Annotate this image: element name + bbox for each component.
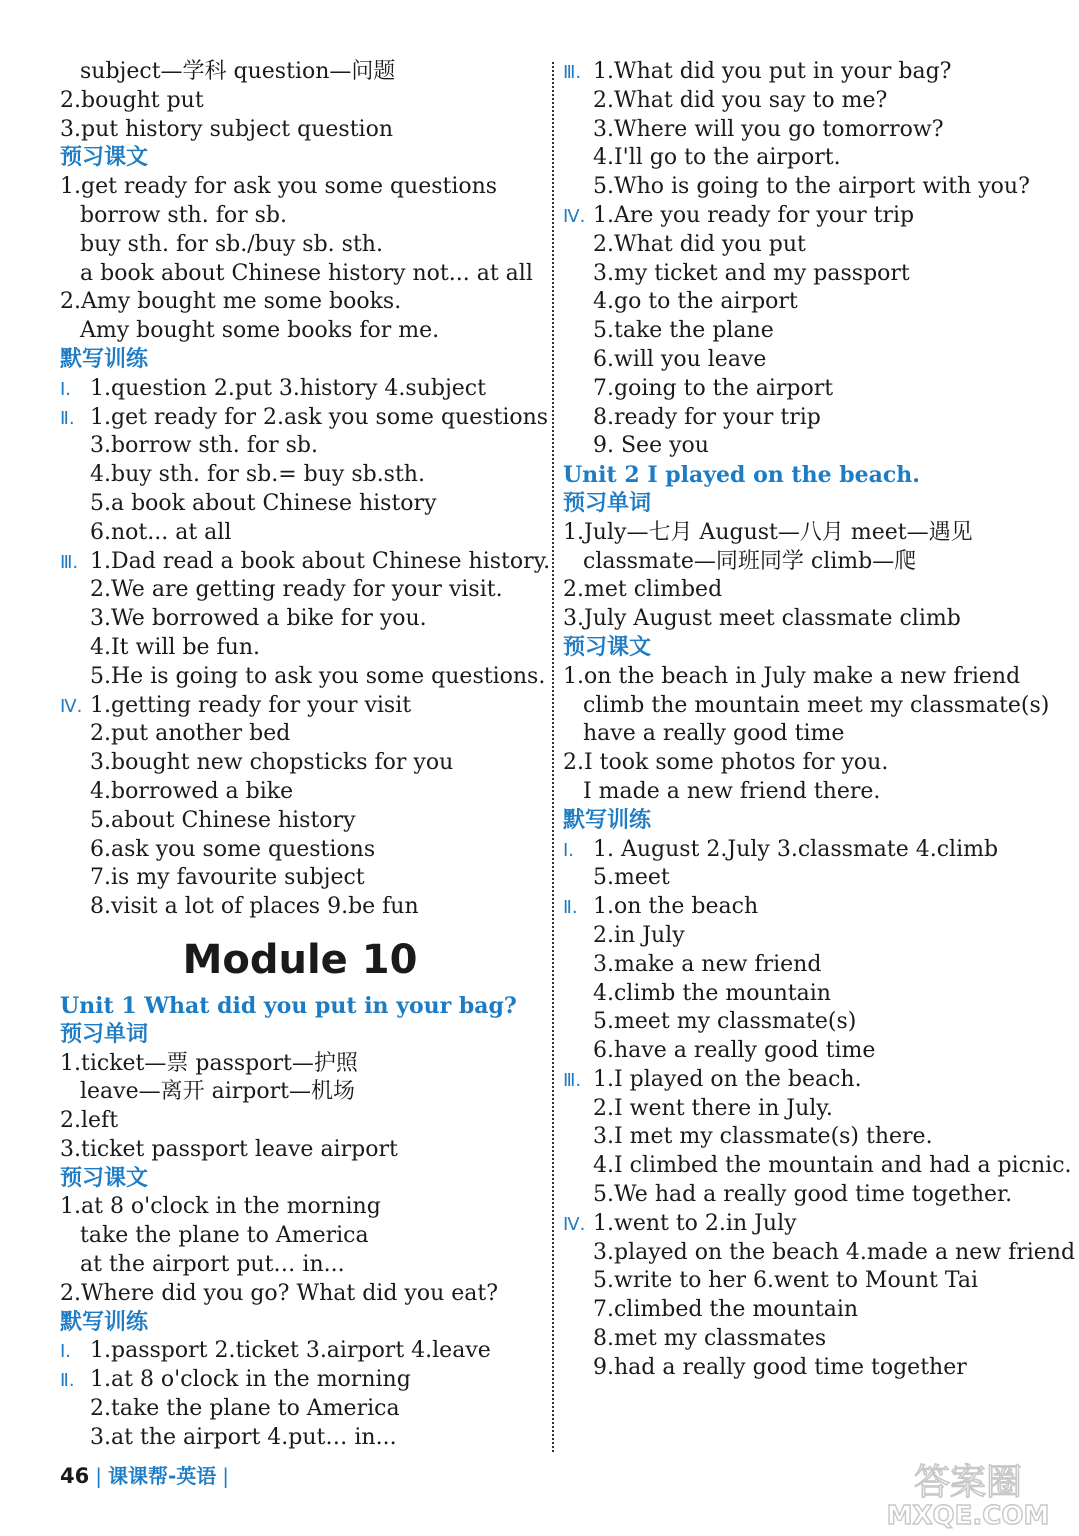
answer-line (563, 836, 1063, 865)
answer-line (60, 1107, 530, 1136)
line-text: Unit 1 What did you put in your bag? (60, 992, 517, 1019)
answer-line (563, 116, 1063, 145)
line-text: leave—离开 airport—机场 (80, 1079, 355, 1105)
answer-line (60, 1280, 530, 1309)
line-text: 1.Are you ready for your trip (593, 202, 915, 228)
line-text: 2.met climbed (563, 577, 723, 603)
answer-line (60, 404, 549, 433)
answer-line (563, 260, 1063, 289)
book-title: 课课帮-英语 (107, 1464, 217, 1488)
line-text: buy sth. for sb./buy sb. sth. (80, 231, 383, 257)
section-heading (60, 346, 530, 375)
answer-line (563, 404, 1063, 433)
line-text: 5.a book about Chinese history (90, 490, 437, 516)
line-text: 5.meet my classmate(s) (593, 1009, 857, 1035)
line-text: 2.Amy bought me some books. (60, 289, 402, 315)
line-text: 1. August 2.July 3.classmate 4.climb (593, 836, 999, 862)
line-text: 3.borrow sth. for sb. (90, 433, 318, 459)
line-text: 1.I played on the beach. (593, 1066, 862, 1092)
column-divider (552, 62, 554, 1452)
line-text: 2.put another bed (90, 721, 291, 747)
line-text: 5.meet (593, 865, 670, 891)
line-text: 8.ready for your trip (593, 404, 821, 430)
line-text: 8.visit a lot of places 9.be fun (90, 894, 419, 920)
line-text: 9. See you (593, 433, 709, 459)
watermark-top-text: 答案圈 (913, 1462, 1023, 1503)
section-heading (563, 807, 1063, 836)
answer-line (563, 1066, 1063, 1095)
answer-line (60, 432, 530, 461)
line-text: 4.go to the airport (593, 289, 798, 315)
answer-line (60, 1222, 530, 1251)
answer-line (60, 288, 530, 317)
line-text: 1.question 2.put 3.history 4.subject (90, 375, 486, 401)
answer-line (60, 1193, 530, 1222)
answer-line (563, 980, 1063, 1009)
line-text: 6.not... at all (90, 519, 232, 545)
left-column (60, 58, 551, 1453)
line-text: 6.will you leave (593, 346, 767, 372)
roman-numeral: Ⅱ. (60, 407, 75, 429)
roman-numeral: Ⅱ. (60, 1370, 75, 1392)
roman-numeral: Ⅰ. (60, 1341, 72, 1363)
answer-line (563, 231, 1063, 260)
line-text: 1.at 8 o'clock in the morning (60, 1194, 381, 1220)
roman-numeral: Ⅳ. (563, 1213, 586, 1235)
line-text: subject—学科 question—问题 (80, 59, 396, 84)
roman-numeral: Ⅰ. (60, 378, 72, 400)
line-text: 1.getting ready for your visit (90, 692, 412, 718)
answer-line (563, 663, 1063, 692)
answer-line (563, 720, 1063, 749)
roman-numeral: Ⅰ. (563, 839, 575, 861)
answer-line (60, 692, 530, 721)
answer-line (60, 1251, 530, 1280)
answer-line (563, 548, 1063, 577)
answer-line (563, 1296, 1063, 1325)
answer-line (60, 1395, 530, 1424)
line-text: 1.went to 2.in July (593, 1210, 797, 1236)
answer-line (563, 893, 1063, 922)
answer-line (563, 1325, 1063, 1354)
roman-numeral: Ⅳ. (563, 205, 586, 227)
watermark-bottom-text: MXQE.COM (886, 1501, 1050, 1530)
answer-line (60, 461, 530, 490)
line-text: 2.I went there in July. (593, 1095, 833, 1121)
answer-line (60, 836, 530, 865)
answer-line (563, 605, 1063, 634)
answer-line (563, 87, 1063, 116)
line-text: 1.passport 2.ticket 3.airport 4.leave (90, 1338, 491, 1364)
line-text: 默写训练 (563, 807, 652, 833)
answer-line (60, 260, 533, 289)
section-heading (60, 1309, 530, 1338)
footer-separator: | (95, 1464, 102, 1488)
answer-line (563, 375, 1063, 404)
line-text: 3.ticket passport leave airport (60, 1136, 398, 1162)
line-text: 6.have a really good time (593, 1038, 876, 1064)
answer-line (563, 1239, 1076, 1268)
unit-title (60, 992, 530, 1021)
line-text: Unit 2 I played on the beach. (563, 462, 920, 489)
answer-line (563, 576, 1063, 605)
line-text: 3.We borrowed a bike for you. (90, 606, 427, 632)
answer-line (563, 922, 1063, 951)
answer-line (563, 346, 1063, 375)
line-text: 5.Who is going to the airport with you? (593, 174, 1030, 200)
line-text: have a really good time (583, 721, 845, 747)
answer-line (60, 519, 530, 548)
line-text: take the plane to America (80, 1223, 369, 1249)
answer-line (563, 692, 1063, 721)
line-text: 4.I'll go to the airport. (593, 145, 841, 171)
answer-line (563, 1181, 1063, 1210)
line-text: 预习单词 (60, 1021, 149, 1047)
line-text: 1.get ready for 2.ask you some questions (90, 404, 549, 430)
line-text: 2.We are getting ready for your visit. (90, 577, 503, 603)
answer-line (563, 1008, 1063, 1037)
line-text: Module 10 (182, 936, 418, 983)
line-text: 3.I met my classmate(s) there. (593, 1124, 933, 1150)
answer-line (563, 951, 1063, 980)
line-text: 1.July—七月 August—八月 meet—遇见 (563, 519, 973, 545)
answer-line (563, 144, 1063, 173)
answer-line (60, 1050, 530, 1079)
line-text: 3.at the airport 4.put… in... (90, 1424, 397, 1450)
line-text: 默写训练 (60, 346, 149, 372)
line-text: 5.We had a really good time together. (593, 1182, 1013, 1208)
answer-line (563, 749, 1063, 778)
answer-line (563, 1152, 1072, 1181)
answer-line (563, 1037, 1063, 1066)
answer-line (60, 58, 530, 87)
answer-line (563, 1267, 1063, 1296)
line-text: 2.Where did you go? What did you eat? (60, 1280, 499, 1306)
line-text: 1.ticket—票 passport—护照 (60, 1050, 358, 1076)
answer-line (563, 778, 1063, 807)
roman-numeral: Ⅲ. (563, 62, 582, 83)
unit-title (563, 461, 1063, 490)
line-text: 预习课文 (563, 634, 652, 660)
line-text: 5.write to her 6.went to Mount Tai (593, 1268, 978, 1294)
answer-line (60, 173, 530, 202)
line-text: 1.Dad read a book about Chinese history. (90, 548, 551, 574)
answer-line (563, 1354, 1063, 1383)
line-text: 3.bought new chopsticks for you (90, 750, 454, 776)
line-text: Amy bought some books for me. (80, 318, 440, 344)
answer-line (60, 720, 530, 749)
answer-line (60, 375, 530, 404)
roman-numeral: Ⅳ. (60, 695, 83, 717)
line-text: 3.my ticket and my passport (593, 260, 910, 286)
line-text: 3.July August meet classmate climb (563, 606, 961, 632)
right-column (563, 58, 1076, 1383)
line-text: 7.is my favourite subject (90, 865, 365, 891)
answer-line (563, 432, 1063, 461)
answer-line (60, 1366, 530, 1395)
line-text: 4.buy sth. for sb.= buy sb.sth. (90, 462, 425, 488)
line-text: 2.I took some photos for you. (563, 750, 889, 776)
answer-line (60, 605, 530, 634)
line-text: 1.at 8 o'clock in the morning (90, 1367, 411, 1393)
answer-line (60, 490, 530, 519)
line-text: 1.on the beach in July make a new friend (563, 663, 1021, 689)
line-text: 3.put history subject question (60, 116, 393, 142)
line-text: 6.ask you some questions (90, 836, 376, 862)
line-text: 预习单词 (563, 490, 652, 516)
line-text: 预习课文 (60, 145, 149, 171)
section-heading (60, 144, 530, 173)
answer-line (563, 173, 1063, 202)
line-text: 5.about Chinese history (90, 807, 356, 833)
answer-line (563, 519, 1063, 548)
line-text: 2.bought put (60, 87, 204, 113)
section-heading (563, 634, 1063, 663)
line-text: 1.What did you put in your bag? (593, 59, 952, 84)
line-text: 预习课文 (60, 1165, 149, 1191)
watermark-logo (873, 1454, 1063, 1530)
answer-line (60, 1078, 530, 1107)
answer-line (60, 893, 530, 922)
answer-line (60, 1136, 530, 1165)
answer-line (60, 548, 551, 577)
line-text: 1.get ready for ask you some questions (60, 174, 498, 200)
answer-line (563, 317, 1063, 346)
line-text: 4.climb the mountain (593, 980, 831, 1006)
line-text: I made a new friend there. (583, 778, 881, 804)
line-text: 4.It will be fun. (90, 634, 261, 660)
line-text: borrow sth. for sb. (80, 202, 287, 228)
line-text: 3.Where will you go tomorrow? (593, 116, 944, 142)
line-text: climb the mountain meet my classmate(s) (583, 692, 1050, 718)
answer-line (563, 288, 1063, 317)
line-text: 2.take the plane to America (90, 1396, 400, 1422)
answer-line (60, 202, 530, 231)
answer-line (60, 1424, 530, 1453)
answer-line (60, 317, 530, 346)
answer-line (60, 576, 530, 605)
line-text: 5.take the plane (593, 318, 774, 344)
line-text: 9.had a really good time together (593, 1354, 967, 1380)
line-text: classmate—同班同学 climb—爬 (583, 548, 917, 574)
page-number: 46 (60, 1464, 90, 1488)
answer-line (60, 749, 530, 778)
answer-line (563, 58, 1063, 87)
answer-line (60, 87, 530, 116)
module-title (60, 922, 540, 992)
line-text: 3.make a new friend (593, 951, 822, 977)
answer-line (563, 864, 1063, 893)
answer-line (60, 807, 530, 836)
line-text: 1.on the beach (593, 894, 759, 920)
line-text: 2.left (60, 1108, 119, 1134)
page-footer (60, 1460, 235, 1489)
answer-line (60, 778, 530, 807)
answer-line (60, 864, 530, 893)
answer-line (563, 1123, 1063, 1152)
section-heading (60, 1021, 530, 1050)
roman-numeral: Ⅲ. (60, 551, 79, 573)
line-text: 5.He is going to ask you some questions. (90, 663, 546, 689)
line-text: 3.played on the beach 4.made a new friend (593, 1239, 1076, 1265)
answer-line (60, 663, 546, 692)
answer-line (563, 1210, 1063, 1239)
answer-line (60, 1337, 530, 1366)
answer-line (563, 202, 1063, 231)
answer-line (60, 116, 530, 145)
line-text: 8.met my classmates (593, 1326, 827, 1352)
line-text: 2.What did you say to me? (593, 87, 888, 113)
answer-line (563, 1095, 1063, 1124)
line-text: at the airport put… in... (80, 1252, 345, 1278)
answer-line (60, 634, 530, 663)
line-text: 默写训练 (60, 1309, 149, 1335)
roman-numeral: Ⅲ. (563, 1069, 582, 1091)
answer-line (60, 231, 530, 260)
line-text: 4.I climbed the mountain and had a picnic. (593, 1153, 1072, 1179)
section-heading (60, 1165, 530, 1194)
line-text: a book about Chinese history not... at all (80, 260, 533, 286)
line-text: 2.What did you put (593, 231, 806, 257)
line-text: 2.in July (593, 922, 685, 948)
line-text: 7.climbed the mountain (593, 1297, 859, 1323)
line-text: 7.going to the airport (593, 375, 834, 401)
line-text: 4.borrowed a bike (90, 778, 294, 804)
roman-numeral: Ⅱ. (563, 897, 578, 919)
section-heading (563, 490, 1063, 519)
footer-separator-end: | (222, 1464, 230, 1488)
